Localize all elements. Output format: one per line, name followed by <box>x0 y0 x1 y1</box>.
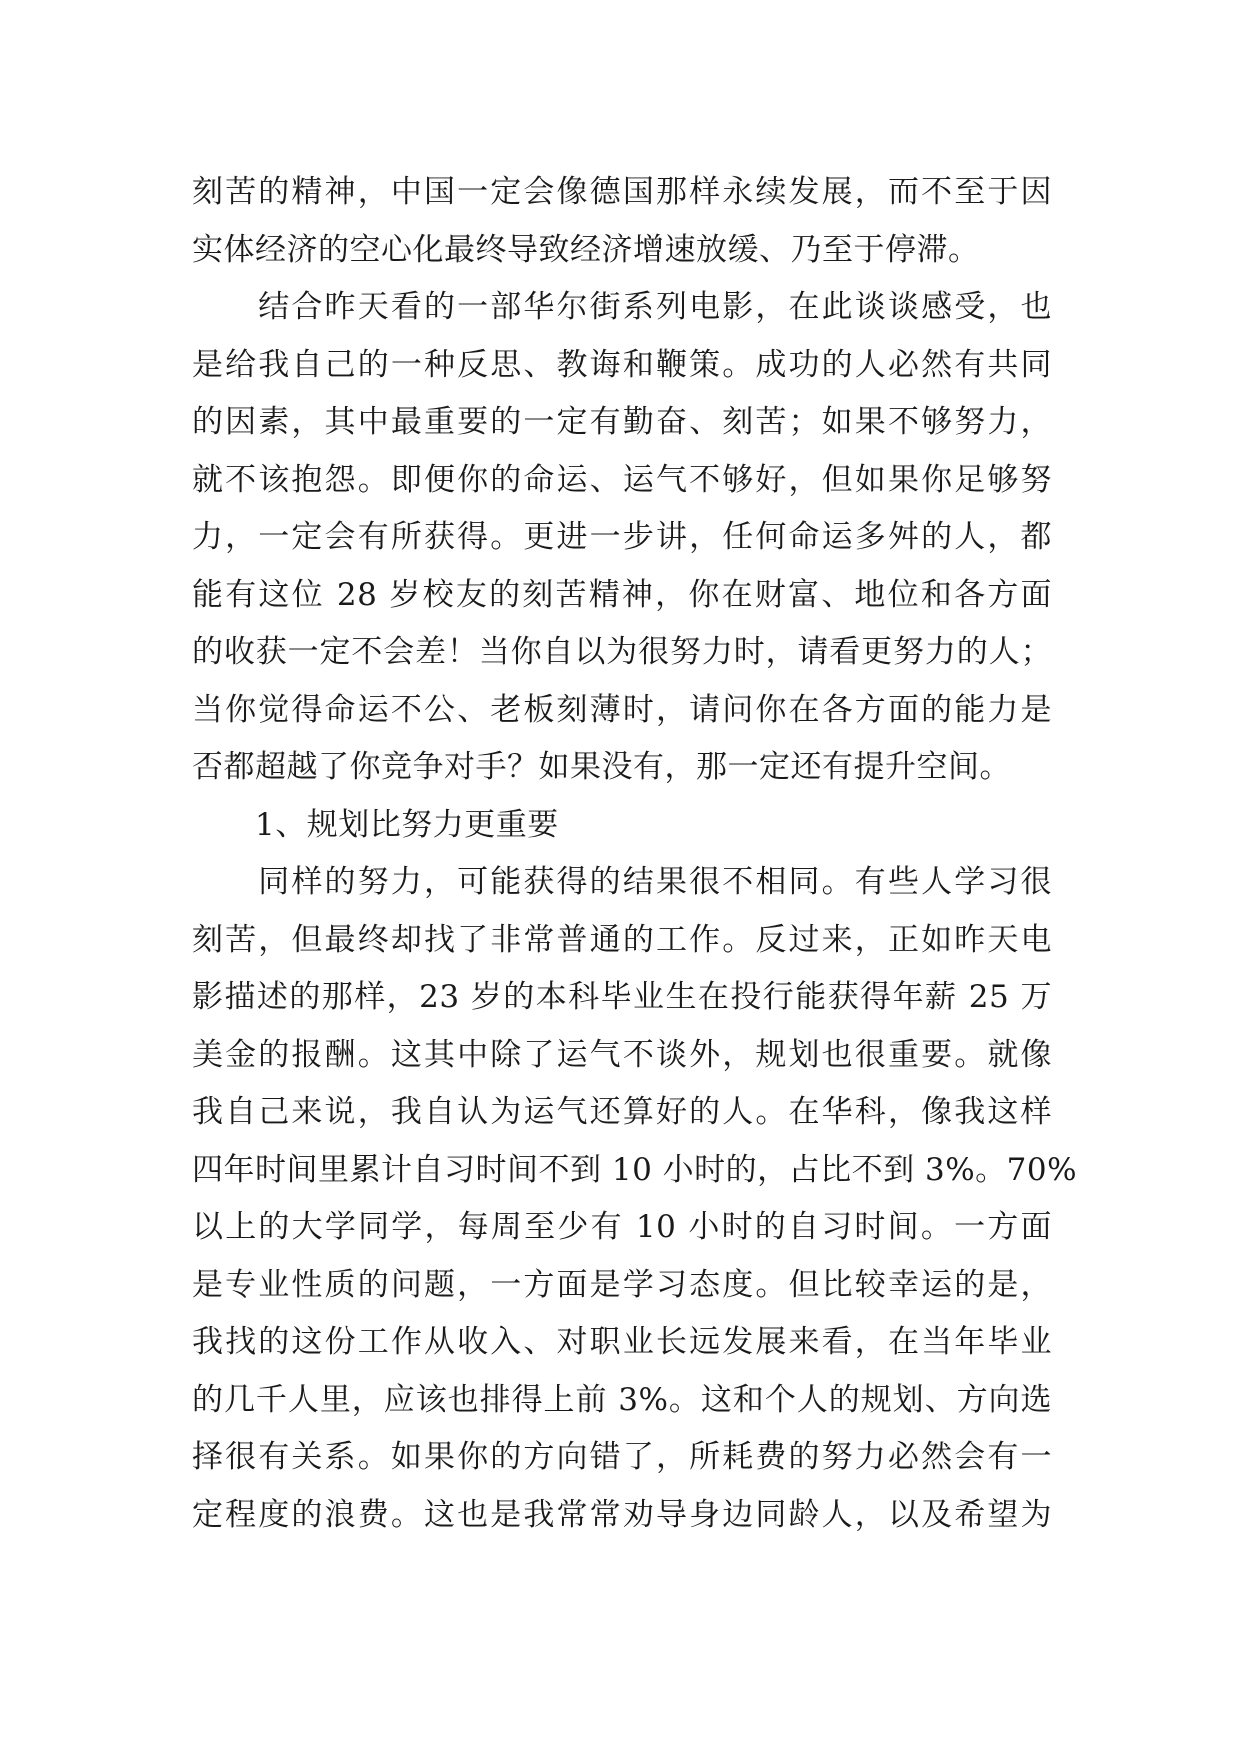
text-line: 的因素，其中最重要的一定有勤奋、刻苦；如果不够努力， <box>192 404 1052 440</box>
document-page <box>192 164 1078 1544</box>
text-line: 定程度的浪费。这也是我常常劝导身边同龄人，以及希望为 <box>192 1496 1052 1533</box>
text-line: 是给我自己的一种反思、教诲和鞭策。成功的人必然有共同 <box>192 346 1052 383</box>
text-line: 我自己来说，我自认为运气还算好的人。在华科，像我这样 <box>192 1094 1052 1130</box>
text-line: 力，一定会有所获得。更进一步讲，任何命运多舛的人，都 <box>192 519 1052 555</box>
text-line: 影描述的那样，23 岁的本科毕业生在投行能获得年薪 25 万 <box>192 979 1052 1015</box>
text-line: 美金的报酬。这其中除了运气不谈外，规划也很重要。就像 <box>192 1036 1052 1073</box>
text-line: 我找的这份工作从收入、对职业长远发展来看，在当年毕业 <box>192 1324 1052 1360</box>
text-line: 就不该抱怨。即便你的命运、运气不够好，但如果你足够努 <box>192 461 1052 498</box>
text-line: 以上的大学同学，每周至少有 10 小时的自习时间。一方面 <box>192 1209 1052 1245</box>
text-line: 1、规划比努力更重要 <box>192 806 559 843</box>
text-line: 同样的努力，可能获得的结果很不相同。有些人学习很 <box>192 864 1052 900</box>
text-line: 四年时间里累计自习时间不到 10 小时的，占比不到 3%。70% <box>192 1151 1078 1188</box>
text-line: 的收获一定不会差！当你自以为很努力时，请看更努力的人； <box>192 634 1052 670</box>
text-line: 实体经济的空心化最终导致经济增速放缓、乃至于停滞。 <box>192 231 980 268</box>
text-line: 刻苦的精神，中国一定会像德国那样永续发展，而不至于因 <box>192 174 1052 210</box>
text-line: 刻苦，但最终却找了非常普通的工作。反过来，正如昨天电 <box>192 921 1052 958</box>
text-line: 结合昨天看的一部华尔街系列电影，在此谈谈感受，也 <box>192 289 1052 325</box>
text-line: 当你觉得命运不公、老板刻薄时，请问你在各方面的能力是 <box>192 691 1052 728</box>
text-line: 择很有关系。如果你的方向错了，所耗费的努力必然会有一 <box>192 1439 1052 1475</box>
text-line: 是专业性质的问题，一方面是学习态度。但比较幸运的是， <box>192 1266 1052 1303</box>
text-line: 的几千人里，应该也排得上前 3%。这和个人的规划、方向选 <box>192 1381 1052 1418</box>
text-line: 能有这位 28 岁校友的刻苦精神，你在财富、地位和各方面 <box>192 576 1052 613</box>
text-line: 否都超越了你竞争对手？如果没有，那一定还有提升空间。 <box>192 749 1011 785</box>
